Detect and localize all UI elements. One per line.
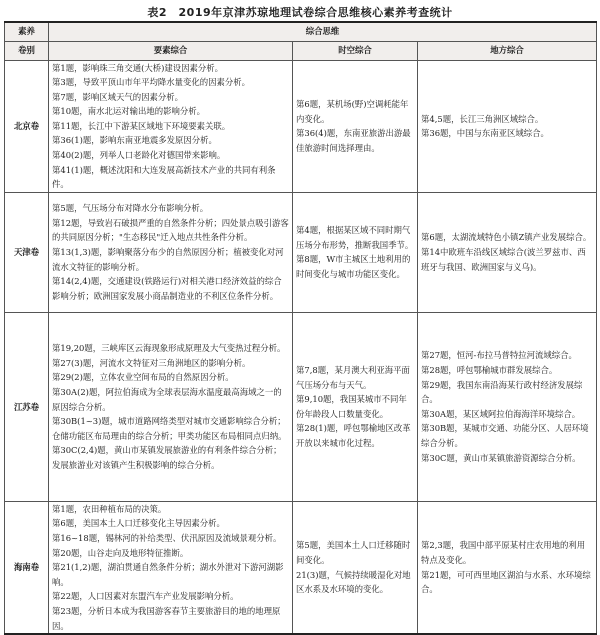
table-row bbox=[5, 192, 597, 312]
province-hainan: 海南卷 bbox=[5, 501, 49, 634]
province-tianjin: 天津卷 bbox=[5, 192, 49, 312]
header-yaosu-zonghe: 要素综合 bbox=[49, 41, 293, 60]
header-suyang: 素养 bbox=[5, 22, 49, 41]
cell-yaosu-tianjin: 第5题，气压场分布对降水分布影响分析。 第12题，导致岩石破损严重的自然条件分析；四处景点吸引游客的共同原因分析；"生态移民"迁入地点共性条件分析。 第13(1,3)题，影响聚落分布少的自然原因分析；植被变化对河流水文特征的影响分析。 第14(2,4)题，交通建设(铁路运行)对相关港口经济效益的综合影响分析；欧洲国家发展小商品制造业的不利区位条件分析。 bbox=[49, 192, 293, 312]
province-jiangsu: 江苏卷 bbox=[5, 312, 49, 501]
cell-yaosu-hainan: 第1题，农田种植布局的决策。 第6题，美国本土人口迁移变化主导因素分析。 第16~18题，锡林河的补给类型、伏汛原因及流域景观分析。 第20题，山谷走向及地形特征推断。 第21(1,2)题，湖泊贯通自然条件分析；湖水外泄对下游河湖影响。 第22题，人口因素对东盟汽车产业发展影响分析。 第23题，分析日本成为我国游客春节主要旅游目的地的地理原因。 bbox=[49, 501, 293, 634]
cell-difang-beijing: 第4,5题，长江三角洲区域综合。 第36题，中国与东南亚区域综合。 bbox=[418, 60, 597, 192]
header-zonghe-siwei: 综合思维 bbox=[49, 22, 597, 41]
statistics-table bbox=[4, 21, 597, 635]
province-beijing: 北京卷 bbox=[5, 60, 49, 192]
table-row bbox=[5, 501, 597, 634]
cell-shikong-hainan: 第5题，美国本土人口迁移随时间变化。 21(3)题，气候持续暖湿化对地区水系及水环境的变化。 bbox=[293, 501, 418, 634]
header-shikong-zonghe: 时空综合 bbox=[293, 41, 418, 60]
header-juanbie: 卷别 bbox=[5, 41, 49, 60]
cell-shikong-tianjin: 第4题，根据某区域不同时期气压场分布形势，推断我国季节。 第8题，W市主城区土地利用的时间变化与城市功能区变化。 bbox=[293, 192, 418, 312]
cell-difang-tianjin: 第6题，太湖流域特色小镇Z镇产业发展综合。 第14中欧班车沿线区域综合(波兰罗兹市、西班牙与我国、欧洲国家与义乌)。 bbox=[418, 192, 597, 312]
cell-yaosu-jiangsu: 第19,20题，三峡库区云海现象形成原理及大气变热过程分析。 第27(3)题，河流水文特征对三角洲地区的影响分析。 第29(2)题，立体农业空间布局的自然原因分析。 第30A(2)题，阿拉伯海成为全球表层海水温度最高海域之一的原因综合分析。 第30B(1~3)题，城市道路网络类型对城市交通影响综合分析；仓储功能区布局理由的综合分析；甲类功能区布局相同点归纳。 第30C(2,4)题，黄山市某镇发展旅游业的有利条件综合分析；发展旅游业对该镇产生积极影响的综合分析。 bbox=[49, 312, 293, 501]
cell-difang-hainan: 第2,3题，我国中部平原某村庄农用地的利用特点及变化。 第21题，可可西里地区湖泊与水系、水环境综合。 bbox=[418, 501, 597, 634]
table-row bbox=[5, 60, 597, 192]
cell-shikong-jiangsu: 第7,8题，某月澳大利亚海平面气压场分布与天气。 第9,10题，我国某城市不同年份年龄段人口数量变化。 第28(1)题，呼包鄂榆地区改革开放以来城市化过程。 bbox=[293, 312, 418, 501]
cell-difang-jiangsu: 第27题，恒河-布拉马普特拉河流域综合。 第28题，呼包鄂榆城市群发展综合。 第29题，我国东南沿海某行政村经济发展综合。 第30A题，某区域阿拉伯海海洋环境综合。 第30B题，某城市交通、功能分区、人居环境综合分析。 第30C题，黄山市某镇旅游资源综合分析。 bbox=[418, 312, 597, 501]
header-difang-zonghe: 地方综合 bbox=[418, 41, 597, 60]
table-caption: 表2 2019年京津苏琼地理试卷综合思维核心素养考查统计 bbox=[147, 6, 453, 19]
cell-shikong-beijing: 第6题，某机场(野)空调耗能年内变化。 第36(4)题，东南亚旅游出游最佳旅游时间选择理由。 bbox=[293, 60, 418, 192]
cell-yaosu-beijing: 第1题，影响珠三角交通(大桥)建设因素分析。 第3题，导致平顶山市年平均降水量变化的因素分析。 第7题，影响区域天气的因素分析。 第10题，南水北运对输出地的影响分析。 第11题，长江中下游某区域地下环境要素关联。 第36(1)题，影响东南亚地震多发原因分析。 第40(2)题，列举人口老龄化对德国带来影响。 第41(1)题，概述沈阳和大连发展高新技术产业的共同有利条件。 bbox=[49, 60, 293, 192]
table-row bbox=[5, 312, 597, 501]
